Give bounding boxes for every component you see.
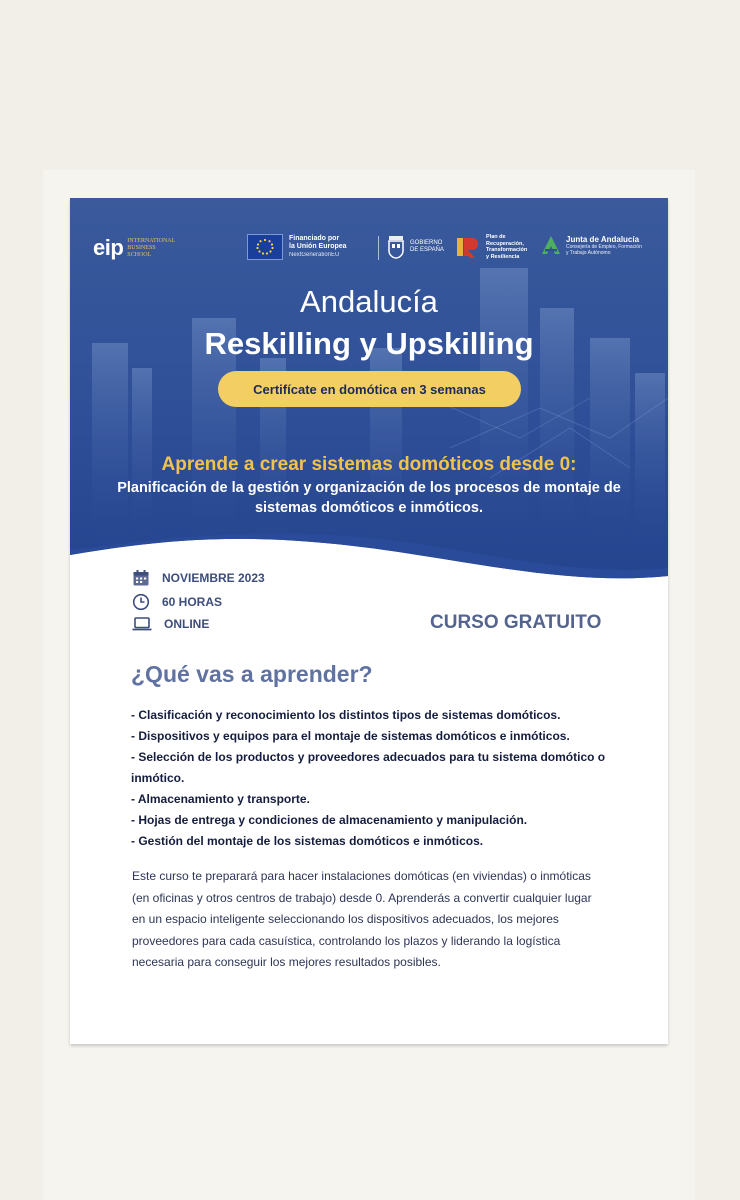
hours-row [132,593,222,611]
plan-line1: Plan de [486,234,506,240]
list-item: - Selección de los productos y proveedores adecuados para tu sistema domótico o inmótico. [131,750,606,785]
modality-text: ONLINE [164,617,210,631]
pr-icon [455,234,481,260]
list-item: - Hojas de entrega y condiciones de almacenamiento y manipulación. [131,813,528,827]
plan-line4: y Resiliencia [486,253,520,260]
junta-a-icon [540,234,562,256]
list-item: - Clasificación y reconocimiento los distintos tipos de sistemas domóticos. [131,708,561,722]
coat-of-arms-icon [386,234,406,260]
list-item: - Dispositivos y equipos para el montaje de sistemas domóticos e inmóticos. [131,729,570,743]
list-item: - Gestión del montaje de los sistemas domóticos e inmóticos. [131,834,484,848]
list-item: - Almacenamiento y transporte. [131,792,310,806]
eip-subtitle: INTERNATIONAL BUSINESS SCHOOL [127,237,176,258]
gob-line1: GOBIERNO [410,240,443,246]
junta-andalucia-logo [540,234,642,256]
date-text: NOVIEMBRE 2023 [162,571,265,585]
eu-line1: Financiado por [289,235,340,242]
calendar-icon [132,569,150,587]
gob-line2: DE ESPAÑA [410,247,444,253]
modality-row [132,616,209,632]
course-flyer [70,198,668,1044]
clock-icon [132,593,150,611]
hero-banner [70,198,668,583]
eu-line2: la Unión Europea [289,243,347,250]
junta-sub1: Consejería de Empleo, Formación [566,243,642,250]
plan-line3: Transformación [486,247,528,253]
hours-text: 60 HORAS [162,595,223,609]
junta-sub2: y Trabajo Autónomo [566,249,611,256]
gobierno-espana-logo [386,234,444,260]
hero-tagline: Aprende a crear sistemas domóticos desde 0: [161,454,577,475]
learn-list [131,705,611,852]
hero-description: Planificación de la gestión y organización de los procesos de montaje de sistemas domóticos e inmóticos. [117,480,621,516]
date-row [132,569,265,587]
certificate-pill: Certifícate en domótica en 3 semanas [218,371,521,407]
laptop-icon [132,616,152,632]
hero-title: Andalucía [300,284,438,319]
plan-recuperacion-logo [455,234,527,260]
eu-line3: NextGenerationEU [289,252,340,258]
junta-title: Junta de Andalucía [566,234,640,244]
eip-mark: eip [93,235,124,260]
free-course-label: CURSO GRATUITO [430,612,602,633]
eip-logo [93,235,175,261]
plan-line2: Recuperación, [486,240,524,247]
logo-divider [378,236,379,260]
learn-section-title: ¿Qué vas a aprender? [131,661,373,687]
hero-subtitle: Reskilling y Upskilling [204,326,534,361]
eu-flag-icon [247,234,283,260]
eu-funding-logo [247,234,347,260]
course-description: Este curso te preparará para hacer instalaciones domóticas (en viviendas) o inmóticas (en oficinas y otros centros de trabajo) desde 0. Aprenderás a convertir cualquier lugar en un espacio inteligente seleccionando los dispositivos adecuados, los mejores proveedores para cada casuística, controlando los plazos y liderando la logística necesaria para conseguir los mejores resultados posibles. [132,869,592,969]
